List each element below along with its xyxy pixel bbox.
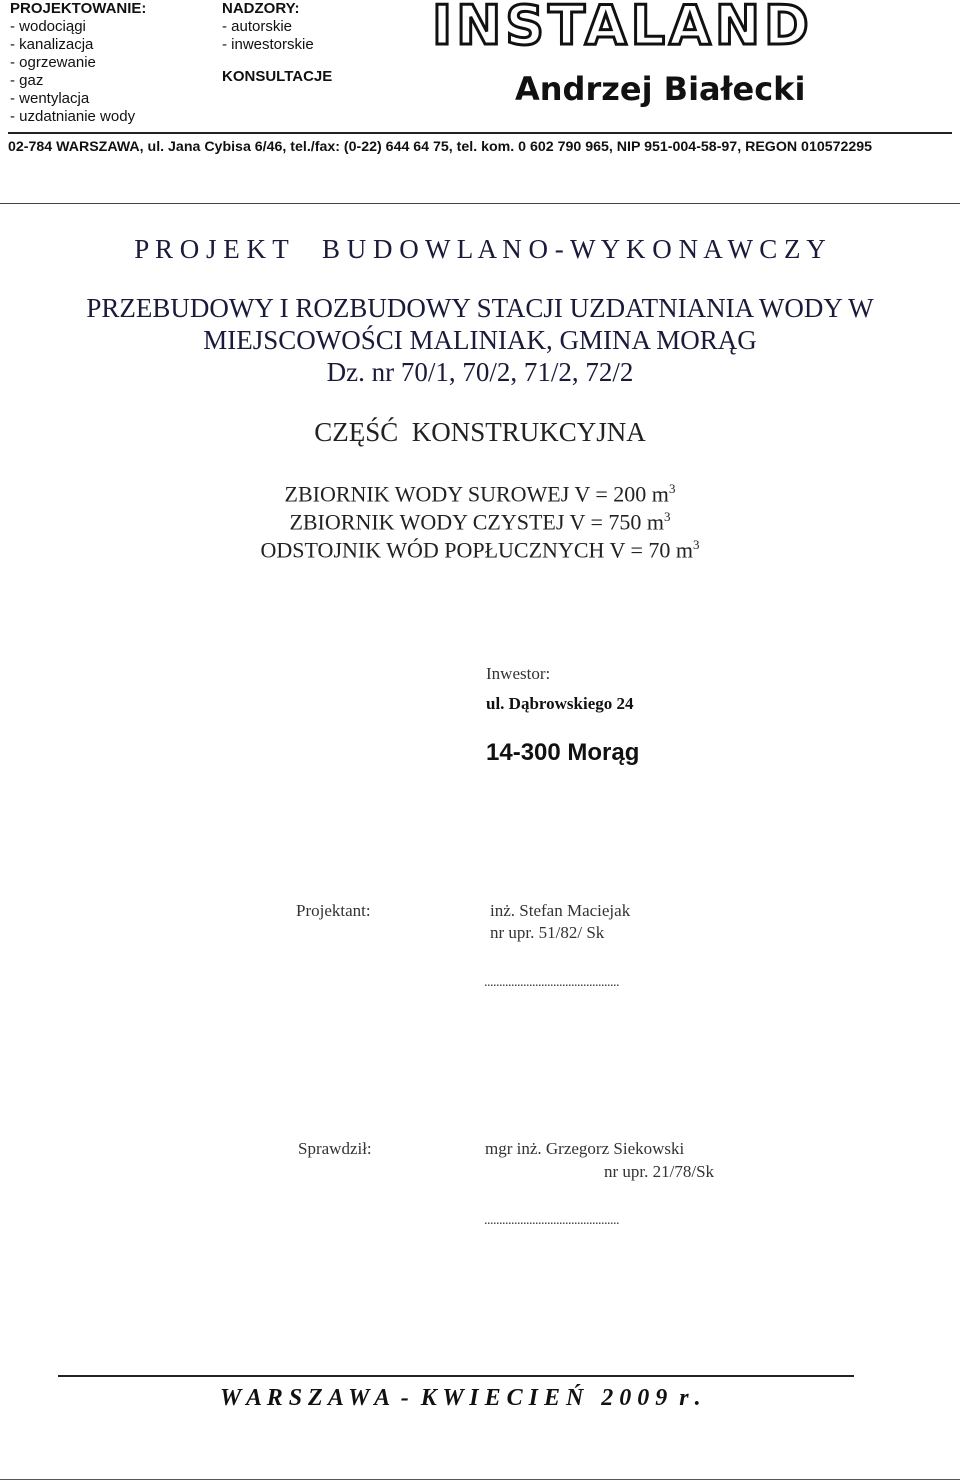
company-logo: INSTALAND — [432, 0, 813, 57]
company-address: 02-784 WARSZAWA, ul. Jana Cybisa 6/46, tel./fax: (0-22) 644 64 75, tel. kom. 0 602 790 965, NIP 951-004-58-97, REGON 010572295 — [8, 139, 873, 155]
tank-raw-water — [0, 481, 960, 507]
design-item: - ogrzewanie — [10, 54, 96, 71]
design-item: - wodociągi — [10, 18, 86, 35]
supervision-item: - autorskie — [222, 18, 293, 35]
project-title-line1: PRZEBUDOWY I ROZBUDOWY STACJI UZDATNIANIA WODY W — [86, 293, 874, 323]
designer-name: inż. Stefan Maciejak — [490, 901, 631, 920]
header-divider — [0, 203, 960, 204]
tank-sludge — [0, 537, 960, 563]
project-title-line2: MIEJSCOWOŚCI MALINIAK, GMINA MORĄG — [203, 325, 757, 355]
letterhead-rule — [8, 132, 952, 134]
design-services — [10, 0, 146, 126]
designer-label: Projektant: — [296, 901, 371, 920]
tank-clean-water — [0, 509, 960, 535]
designer-signature-line: ............................................. — [484, 975, 619, 990]
design-item: - gaz — [10, 72, 44, 89]
design-heading: PROJEKTOWANIE: — [10, 0, 147, 17]
checker-name: mgr inż. Grzegorz Siekowski — [485, 1139, 685, 1158]
design-item: - kanalizacja — [10, 36, 94, 53]
designer-license: nr upr. 51/82/ Sk — [490, 923, 605, 942]
tank-label: ODSTOJNIK WÓD POPŁUCZNYCH V = 70 m — [260, 537, 693, 563]
supervision-heading: NADZORY: — [222, 0, 300, 17]
design-item: - wentylacja — [10, 90, 90, 107]
document-part: CZĘŚĆ KONSTRUKCYJNA — [314, 417, 646, 447]
investor-street: ul. Dąbrowskiego 24 — [486, 694, 634, 713]
checker-signature-line: ............................................. — [484, 1213, 619, 1228]
consult-label: KONSULTACJE — [222, 68, 333, 85]
design-item: - uzdatnianie wody — [10, 108, 136, 125]
unit-exponent: 3 — [693, 537, 700, 552]
checker-license: nr upr. 21/78/Sk — [604, 1162, 715, 1181]
project-type: P R O J E K T B U D O W L A N O - W Y K O N A W C Z Y — [134, 234, 826, 264]
investor-label: Inwestor: — [486, 664, 551, 683]
owner-name: Andrzej Białecki — [515, 70, 806, 108]
unit-exponent: 3 — [668, 481, 676, 496]
bottom-rule — [0, 1479, 960, 1480]
place-date: W A R S Z A W A - K W I E C I E Ń 2 0 0 9 r . — [220, 1385, 701, 1411]
tank-label: ZBIORNIK WODY CZYSTEJ V = 750 m — [289, 509, 665, 535]
supervision-services — [222, 0, 332, 86]
checker-label: Sprawdził: — [298, 1139, 372, 1158]
investor-city: 14-300 Morąg — [486, 739, 640, 766]
footer-rule — [58, 1375, 854, 1377]
tank-label: ZBIORNIK WODY SUROWEJ V = 200 m — [284, 481, 669, 507]
plot-numbers: Dz. nr 70/1, 70/2, 71/2, 72/2 — [326, 357, 634, 387]
unit-exponent: 3 — [664, 509, 671, 524]
supervision-item: - inwestorskie — [222, 36, 314, 53]
